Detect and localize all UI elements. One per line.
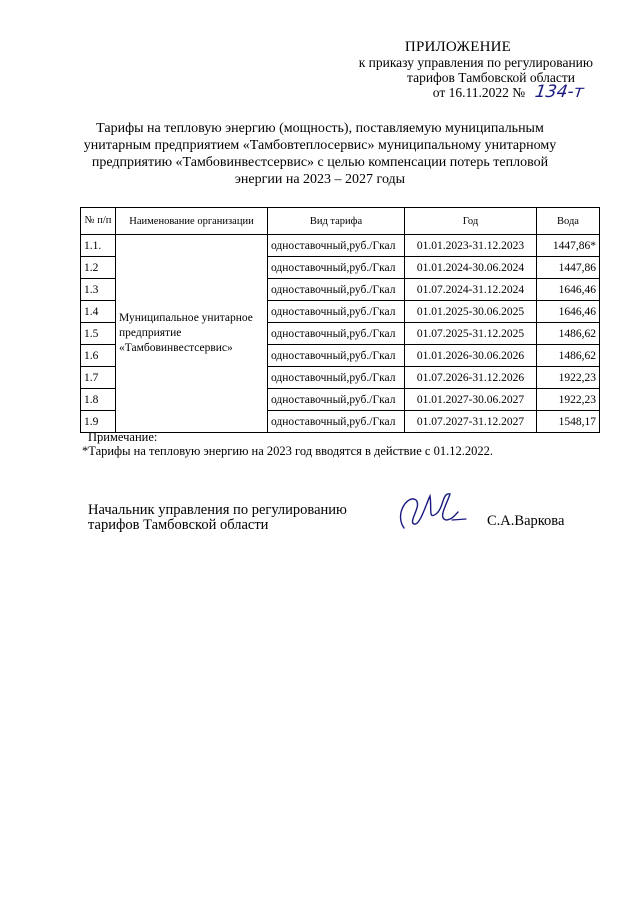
table-row bbox=[81, 235, 600, 257]
note-block bbox=[82, 430, 493, 458]
row-year: 01.01.2023-31.12.2023 bbox=[405, 235, 537, 257]
order-line-2: тарифов Тамбовской области bbox=[407, 70, 575, 85]
row-num: 1.6 bbox=[81, 345, 116, 367]
row-value: 1646,46 bbox=[537, 279, 600, 301]
row-num: 1.9 bbox=[81, 411, 116, 433]
row-type: одноставочный,руб./Гкал bbox=[268, 235, 405, 257]
row-type: одноставочный,руб./Гкал bbox=[268, 345, 405, 367]
row-num: 1.4 bbox=[81, 301, 116, 323]
row-year: 01.07.2026-31.12.2026 bbox=[405, 367, 537, 389]
row-value: 1922,23 bbox=[537, 389, 600, 411]
row-value: 1447,86* bbox=[537, 235, 600, 257]
row-value: 1486,62 bbox=[537, 345, 600, 367]
header-year: Год bbox=[405, 208, 537, 235]
document-title: Тарифы на тепловую энергию (мощность), поставляемую муниципальным унитарным предприятием «Тамбовтеплосервис» муниципальному унитарному предприятию «Тамбовинвестсервис» с целью компенсации потерь тепловой энергии на 2023 – 2027 годы bbox=[83, 121, 557, 187]
appendix-title: ПРИЛОЖЕНИЕ bbox=[404, 39, 511, 55]
row-num: 1.7 bbox=[81, 367, 116, 389]
signatory-name: С.А.Варкова bbox=[487, 513, 565, 529]
header-value: Вода bbox=[537, 208, 600, 235]
row-year: 01.01.2024-30.06.2024 bbox=[405, 257, 537, 279]
handwritten-signature bbox=[386, 484, 476, 536]
row-value: 1922,23 bbox=[537, 367, 600, 389]
order-line-1: к приказу управления по регулированию bbox=[358, 55, 593, 70]
row-num: 1.1. bbox=[81, 235, 116, 257]
row-value: 1486,62 bbox=[537, 323, 600, 345]
tariff-table bbox=[80, 207, 600, 433]
note-label: Примечание: bbox=[88, 430, 158, 444]
row-type: одноставочный,руб./Гкал bbox=[268, 367, 405, 389]
row-year: 01.07.2027-31.12.2027 bbox=[405, 411, 537, 433]
row-year: 01.01.2025-30.06.2025 bbox=[405, 301, 537, 323]
signature-underline bbox=[452, 519, 466, 520]
appendix-header bbox=[293, 40, 593, 100]
table-header-row bbox=[81, 208, 600, 235]
row-type: одноставочный,руб./Гкал bbox=[268, 301, 405, 323]
row-num: 1.2 bbox=[81, 257, 116, 279]
header-org: Наименование организации bbox=[116, 208, 268, 235]
signatory-position-line-1: Начальник управления по регулированию bbox=[88, 502, 347, 518]
row-value: 1548,17 bbox=[537, 411, 600, 433]
header-type: Вид тарифа bbox=[268, 208, 405, 235]
row-type: одноставочный,руб./Гкал bbox=[268, 411, 405, 433]
row-type: одноставочный,руб./Гкал bbox=[268, 389, 405, 411]
row-type: одноставочный,руб./Гкал bbox=[268, 279, 405, 301]
row-year: 01.07.2025-31.12.2025 bbox=[405, 323, 537, 345]
signatory-position bbox=[88, 503, 347, 533]
order-date: от 16.11.2022 № bbox=[432, 85, 526, 100]
order-number: 134-т bbox=[533, 82, 585, 102]
row-num: 1.5 bbox=[81, 323, 116, 345]
row-year: 01.01.2026-30.06.2026 bbox=[405, 345, 537, 367]
signature-stroke bbox=[401, 494, 458, 528]
note-text: *Тарифы на тепловую энергию на 2023 год вводятся в действие с 01.12.2022. bbox=[82, 444, 493, 458]
row-type: одноставочный,руб./Гкал bbox=[268, 257, 405, 279]
row-value: 1646,46 bbox=[537, 301, 600, 323]
row-year: 01.01.2027-30.06.2027 bbox=[405, 389, 537, 411]
row-type: одноставочный,руб./Гкал bbox=[268, 323, 405, 345]
row-num: 1.3 bbox=[81, 279, 116, 301]
signatory-position-line-2: тарифов Тамбовской области bbox=[88, 517, 269, 533]
organization-name: Муниципальное унитарное предприятие «Тамбовинвестсервис» bbox=[116, 235, 268, 433]
order-date-line bbox=[293, 82, 593, 102]
row-year: 01.07.2024-31.12.2024 bbox=[405, 279, 537, 301]
header-num: № п/п bbox=[81, 208, 116, 235]
row-num: 1.8 bbox=[81, 389, 116, 411]
row-value: 1447,86 bbox=[537, 257, 600, 279]
